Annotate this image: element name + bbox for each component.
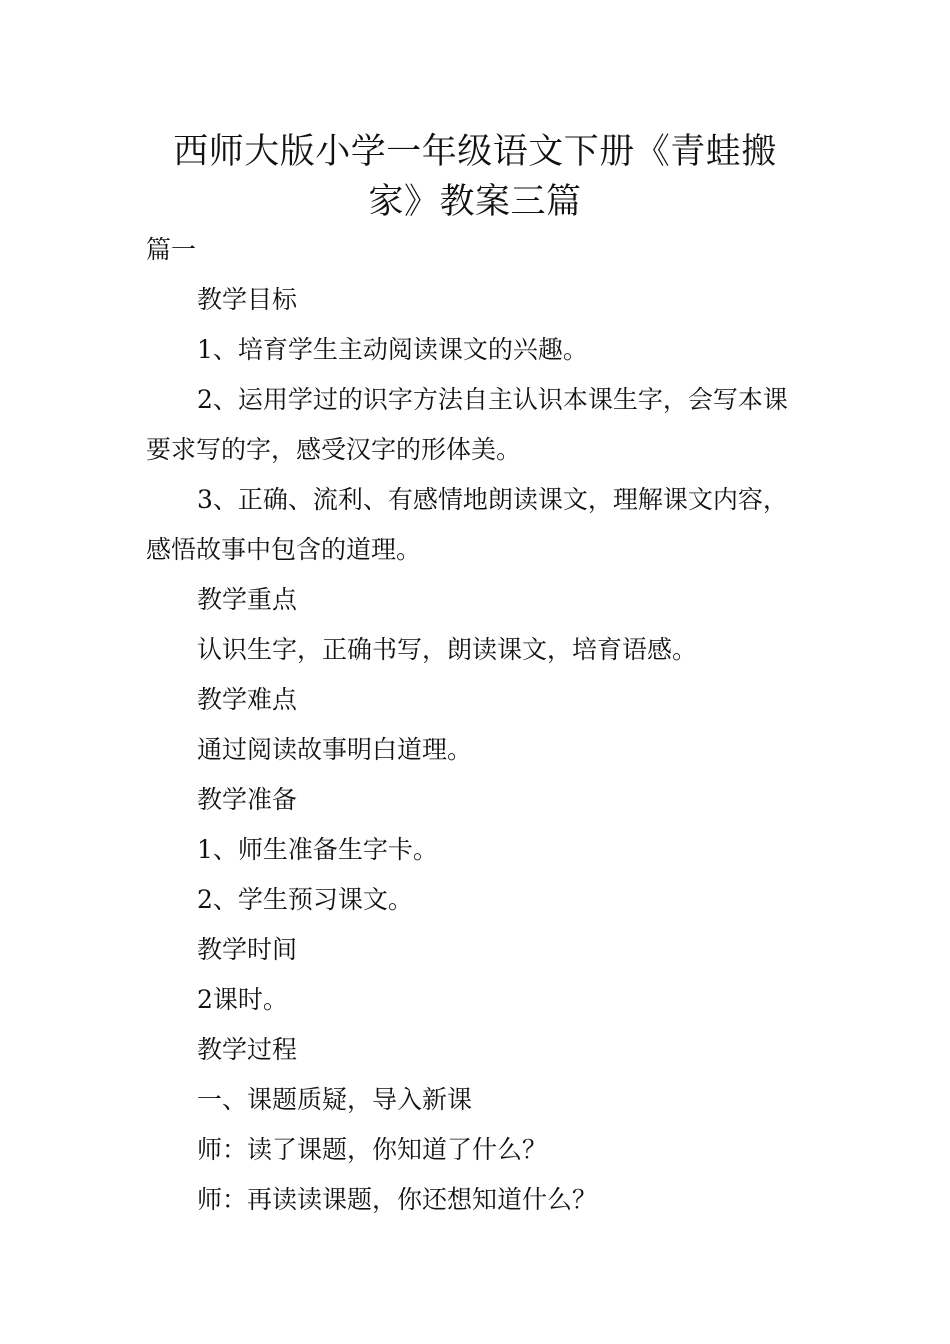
objective-item-3: 3、正确、流利、有感情地朗读课文，理解课文内容， [197, 485, 788, 514]
teacher-question-1: 师：读了课题，你知道了什么？ [197, 1135, 548, 1164]
section-heading-part-one: 篇一 [146, 235, 197, 264]
difficulties-text: 通过阅读故事明白道理。 [197, 735, 473, 764]
objective-item-3-continued: 感悟故事中包含的道理。 [146, 535, 422, 564]
document-title-line-1: 西师大版小学一年级语文下册《青蛙搬 [173, 132, 777, 172]
heading-preparation: 教学准备 [197, 785, 298, 814]
heading-teaching-time: 教学时间 [197, 935, 298, 964]
preparation-item-2: 2、学生预习课文。 [197, 885, 413, 914]
heading-teaching-process: 教学过程 [197, 1035, 298, 1064]
teaching-time-text: 2课时。 [197, 985, 288, 1014]
objective-item-2: 2、运用学过的识字方法自主认识本课生字，会写本课 [197, 385, 788, 414]
heading-difficulties: 教学难点 [197, 685, 298, 714]
objective-item-2-continued: 要求写的字，感受汉字的形体美。 [146, 435, 522, 464]
process-step-1-heading: 一、课题质疑，导入新课 [197, 1085, 473, 1114]
preparation-item-1: 1、师生准备生字卡。 [197, 835, 438, 864]
document-title-line-2: 家》教案三篇 [368, 182, 582, 222]
heading-key-points: 教学重点 [197, 585, 298, 614]
teacher-question-2: 师：再读读课题，你还想知道什么？ [197, 1185, 598, 1214]
key-points-text: 认识生字，正确书写，朗读课文，培育语感。 [197, 635, 698, 664]
heading-teaching-objectives: 教学目标 [197, 285, 298, 314]
objective-item-1: 1、培育学生主动阅读课文的兴趣。 [197, 335, 588, 364]
